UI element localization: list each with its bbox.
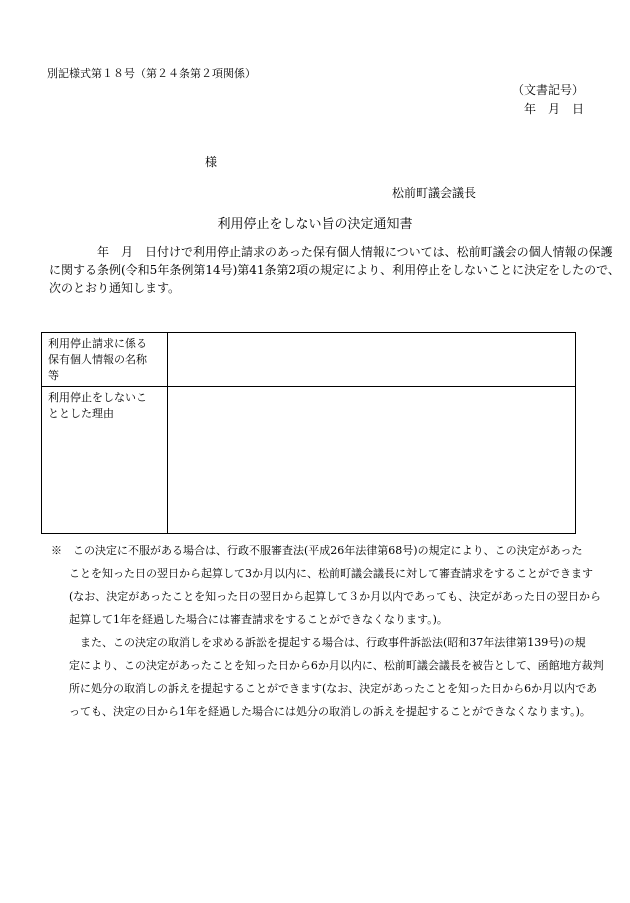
note-line: ※ この決定に不服がある場合は、行政不服審査法(平成26年法律第68号)の規定により、この決定があった — [51, 544, 583, 557]
date-line: 年 月 日 — [523, 102, 584, 116]
info-table — [41, 332, 576, 534]
intro-line: 次のとおり通知します。 — [49, 281, 181, 295]
notes — [51, 539, 604, 723]
note-line: 定により、この決定があったことを知った日から6か月以内に、松前町議会議長を被告として、函館地方裁判 — [69, 659, 604, 672]
table-row — [42, 333, 576, 387]
document-symbol: （文書記号） — [511, 83, 584, 97]
reason-value — [168, 387, 576, 534]
note-line: っても、決定の日から1年を経過した場合には処分の取消しの訴えを提起することができなくなります。)。 — [69, 705, 591, 718]
addressee: 様 — [205, 155, 218, 169]
label-line: 利用停止をしないこ — [48, 391, 147, 404]
intro-line: に関する条例(令和5年条例第14号)第41条第2項の規定により、利用停止をしないことに決定をしたので、 — [49, 263, 620, 277]
sender: 松前町議会議長 — [392, 186, 477, 200]
table-row — [42, 387, 576, 534]
note-line: (なお、決定があったことを知った日の翌日から起算して３か月以内であっても、決定があった日の翌日から — [69, 590, 601, 603]
intro-paragraph — [49, 243, 620, 297]
note-line: 所に処分の取消しの訴えを提起することができます(なお、決定があったことを知った日から6か月以内であ — [69, 682, 598, 695]
note-line: また、この決定の取消しを求める訴訟を提起する場合は、行政事件訴訟法(昭和37年法律第139号)の規 — [69, 636, 586, 649]
label-line: 等 — [48, 369, 59, 382]
intro-line: 年 月 日付けで利用停止請求のあった保有個人情報については、松前町議会の個人情報の保護 — [49, 245, 613, 259]
label-line: 保有個人情報の名称 — [48, 353, 147, 366]
note-line: ことを知った日の翌日から起算して3か月以内に、松前町議会議長に対して審査請求をすることができます — [69, 567, 593, 580]
note-line: 起算して1年を経過した場合には審査請求をすることができなくなります。)。 — [69, 613, 448, 626]
label-line: 利用停止請求に係る — [48, 337, 147, 350]
label-line: ととした理由 — [48, 407, 114, 420]
form-number: 別記様式第１８号（第２４条第２項関係） — [47, 67, 256, 80]
personal-info-name-label — [42, 333, 168, 387]
personal-info-name-value — [168, 333, 576, 387]
reason-label — [42, 387, 168, 534]
document-title: 利用停止をしない旨の決定通知書 — [217, 217, 413, 232]
